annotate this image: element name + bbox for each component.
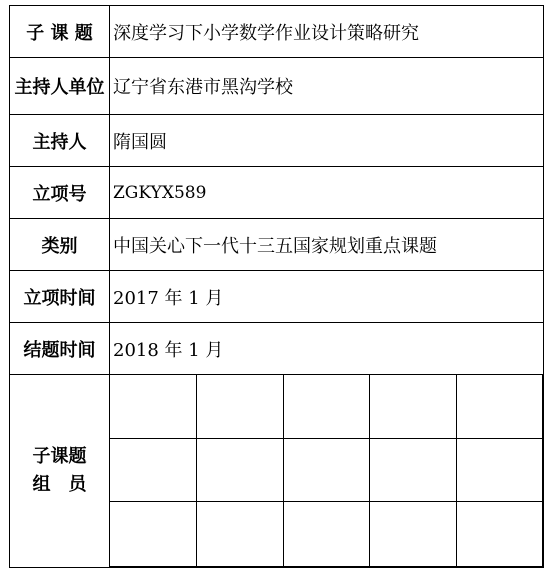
member-cell — [370, 375, 457, 438]
row-approval-time — [10, 271, 544, 323]
member-cell — [456, 501, 543, 566]
value-category: 中国关心下一代十三五国家规划重点课题 — [110, 219, 544, 271]
member-cell — [110, 375, 197, 438]
members-row — [110, 438, 543, 501]
members-grid — [110, 375, 543, 567]
row-subproject — [10, 6, 544, 58]
label-approval-time: 立项时间 — [10, 271, 110, 323]
row-project-number — [10, 167, 544, 219]
value-completion-time: 2018 年 1 月 — [110, 323, 544, 375]
member-cell — [370, 438, 457, 501]
value-approval-time: 2017 年 1 月 — [110, 271, 544, 323]
member-cell — [283, 501, 370, 566]
label-completion-time: 结题时间 — [10, 323, 110, 375]
project-info-table — [9, 5, 544, 568]
label-category: 类别 — [10, 219, 110, 271]
member-cell — [456, 375, 543, 438]
label-project-number: 立项号 — [10, 167, 110, 219]
member-cell — [370, 501, 457, 566]
members-row — [110, 501, 543, 566]
member-cell — [197, 375, 284, 438]
member-cell — [197, 438, 284, 501]
members-grid-cell — [110, 375, 544, 568]
label-host: 主持人 — [10, 115, 110, 167]
label-host-unit: 主持人单位 — [10, 58, 110, 115]
member-cell — [197, 501, 284, 566]
row-category — [10, 219, 544, 271]
members-row — [110, 375, 543, 438]
member-cell — [110, 438, 197, 501]
member-cell — [283, 375, 370, 438]
member-cell — [283, 438, 370, 501]
row-host — [10, 115, 544, 167]
members-label-line2: 组 员 — [32, 474, 87, 495]
member-cell — [456, 438, 543, 501]
row-members — [10, 375, 544, 568]
row-host-unit — [10, 58, 544, 115]
members-label-line1: 子课题 — [32, 446, 87, 467]
value-host: 隋国圆 — [110, 115, 544, 167]
value-project-number: ZGKYX589 — [110, 167, 544, 219]
label-subproject: 子 课 题 — [10, 6, 110, 58]
value-subproject: 深度学习下小学数学作业设计策略研究 — [110, 6, 544, 58]
member-cell — [110, 501, 197, 566]
value-host-unit: 辽宁省东港市黑沟学校 — [110, 58, 544, 115]
label-members — [10, 375, 110, 568]
row-completion-time — [10, 323, 544, 375]
